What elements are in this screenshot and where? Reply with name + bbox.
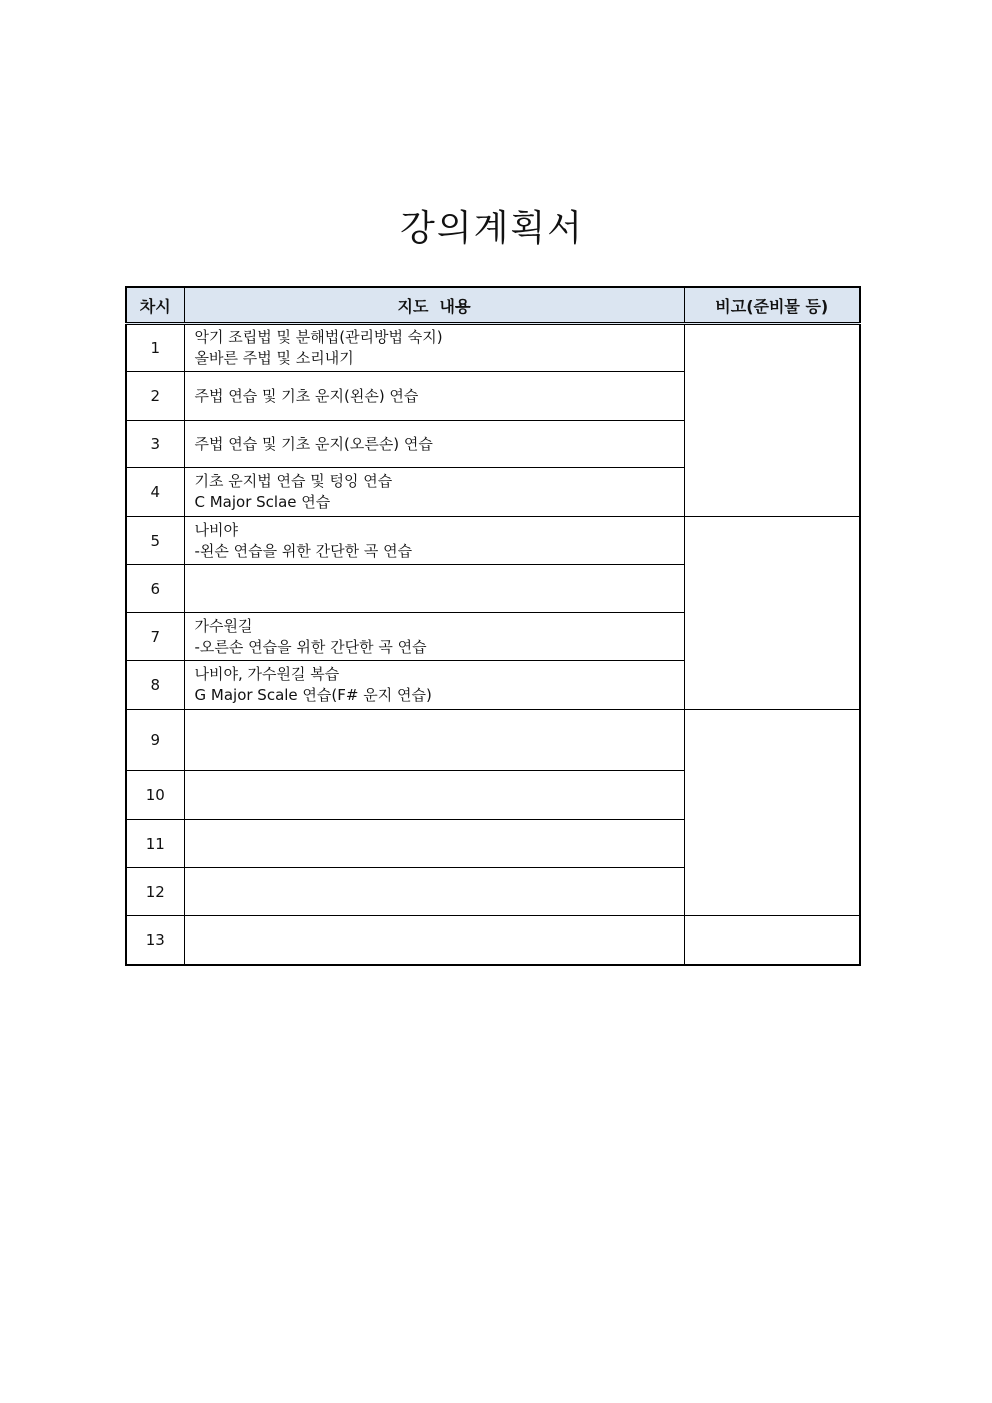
content-line: 기초 운지법 연습 및 텅잉 연습: [194, 472, 393, 490]
table-row: [126, 710, 860, 771]
content-line: 나비야: [194, 520, 238, 539]
session-number: 7: [126, 613, 184, 661]
header-content-label: 지도 내: [397, 296, 456, 316]
content-line: 나비야, 가수원길 복습: [194, 665, 340, 683]
session-number: 11: [126, 820, 184, 868]
page-title: 강의계획서: [400, 208, 584, 250]
session-number: 3: [126, 421, 184, 468]
session-number: 12: [126, 868, 184, 916]
session-content: [184, 916, 684, 965]
session-content: [184, 820, 684, 868]
header-content: [184, 287, 684, 324]
session-content: [184, 868, 684, 916]
content-line: 주법 연습 및 기초 운지(오른손) 연습: [194, 434, 433, 453]
note-cell: [684, 517, 860, 710]
session-content: [184, 710, 684, 771]
header-session: 차시: [126, 287, 184, 324]
session-content: [184, 613, 684, 661]
session-content: [184, 661, 684, 710]
content-line: 주법 연습 및 기초 운지(왼손) 연습: [194, 386, 419, 405]
content-line: -왼손 연습을 위한 간단한 곡 연습: [194, 541, 413, 560]
session-content: [184, 517, 684, 565]
content-line: C Major Sclae 연습: [194, 493, 331, 511]
note-cell: [684, 324, 860, 517]
session-content: [184, 468, 684, 517]
session-number: 2: [126, 372, 184, 421]
session-number: 1: [126, 324, 184, 372]
content-line: G Major Scale 연습(F# 운지 연습): [194, 686, 432, 704]
content-line: 올바른 주법 및 소리내기: [194, 349, 354, 367]
session-number: 6: [126, 565, 184, 613]
content-line: -오른손 연습을 위한 간단한 곡 연습: [194, 637, 427, 656]
session-content: [184, 771, 684, 820]
table-row: [126, 517, 860, 565]
content-line: 가수원길: [194, 616, 253, 635]
lecture-plan-table: [125, 286, 861, 966]
session-number: 4: [126, 468, 184, 517]
session-number: 9: [126, 710, 184, 771]
note-cell: [684, 710, 860, 916]
header-content-struck-char: 용: [455, 296, 471, 316]
table-header-row: [126, 287, 860, 324]
session-number: 5: [126, 517, 184, 565]
note-cell: [684, 916, 860, 965]
session-content: [184, 372, 684, 421]
header-note: 비고(준비물 등): [684, 287, 860, 324]
table-row: [126, 916, 860, 965]
table-row: [126, 324, 860, 372]
content-line: 악기 조립법 및 분해법(관리방법 숙지): [194, 328, 443, 346]
session-number: 10: [126, 771, 184, 820]
session-content: [184, 421, 684, 468]
session-number: 13: [126, 916, 184, 965]
session-content: [184, 324, 684, 372]
session-content: [184, 565, 684, 613]
session-number: 8: [126, 661, 184, 710]
